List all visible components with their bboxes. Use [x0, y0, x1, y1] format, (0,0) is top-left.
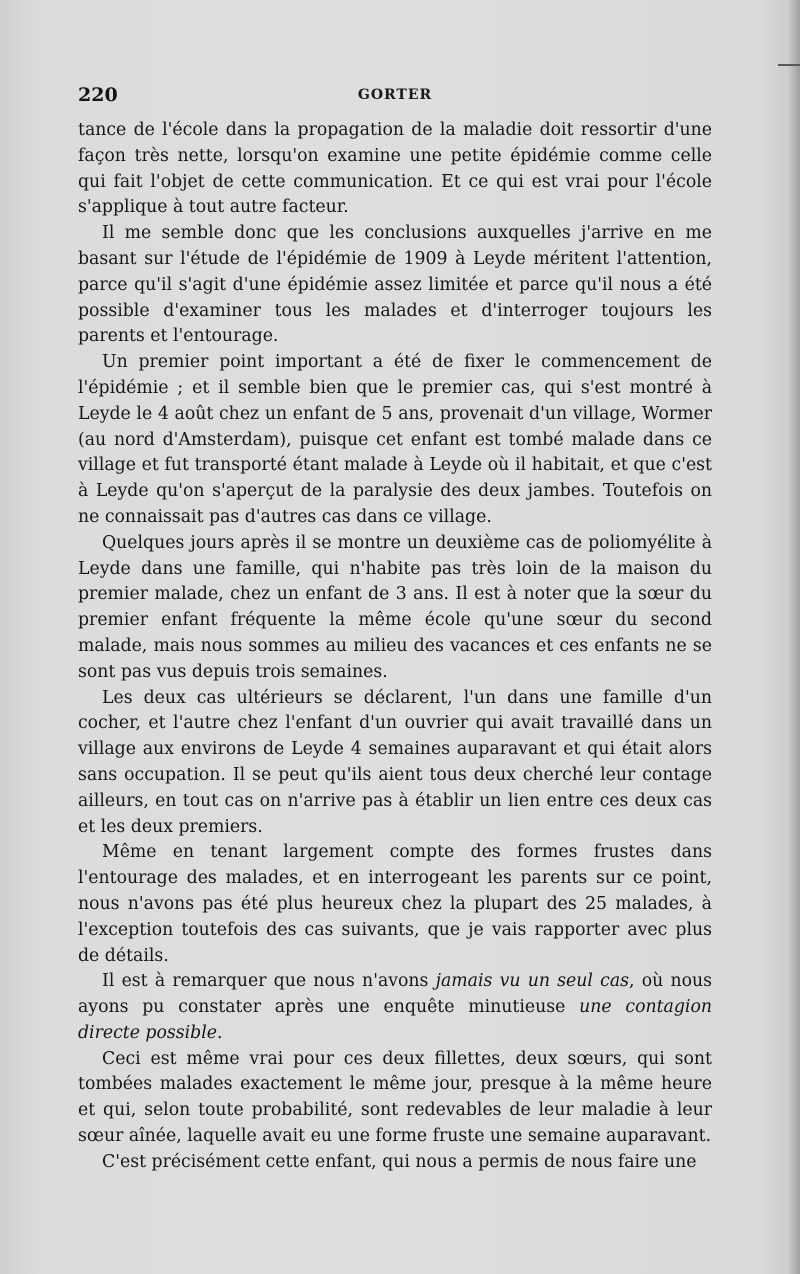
page-edge-shadow — [788, 0, 800, 1274]
paragraph-1: tance de l'école dans la propagation de la maladie doit ressortir d'une façon très nette, lorsqu'on examine une petite épidémie comme celle qui fait l'objet de cette communication. Et ce qui est vrai pour l'école s'applique à tout autre facteur. — [78, 120, 712, 218]
paragraph-7-emphasis-a: jamais vu un seul cas — [435, 971, 629, 992]
paragraph-5: Les deux cas ultérieurs se déclarent, l'un dans une famille d'un cocher, et l'autre chez l'enfant d'un ouvrier qui avait travaillé dans un village aux environs de Leyde 4 semaines auparavant et qui était alors sans occupation. Il se peut qu'ils aient tous deux cherché leur contage ailleurs, en tout cas on n'arrive pas à établir un lien entre ces deux cas et les deux premiers. — [78, 687, 712, 837]
paragraph-4: Quelques jours après il se montre un deuxième cas de poliomyélite à Leyde dans une famille, qui n'habite pas très loin de la maison du premier malade, chez un enfant de 3 ans. Il est à noter que la sœur du premier enfant fréquente la même école qu'une sœur du second malade, mais nous sommes au milieu des vacances et ces enfants ne se sont pas vus depuis trois semaines. — [78, 532, 712, 682]
paragraph-7-text-b: , où nous ayons pu constater après une enquête minutieuse — [78, 971, 712, 1018]
running-head: GORTER — [357, 87, 433, 103]
page-number: 220 — [78, 84, 118, 106]
paragraph-7-text-a: Il est à remarquer que nous n'avons — [102, 971, 436, 992]
paragraph-7-text-c: . — [216, 1022, 223, 1043]
paragraph-9: C'est précisément cette enfant, qui nous a permis de nous faire une — [102, 1151, 697, 1172]
page-header — [78, 84, 712, 112]
paragraph-2: Il me semble donc que les conclusions auxquelles j'arrive en me basant sur l'étude de l'épidémie de 1909 à Leyde méritent l'attention, parce qu'il s'agit d'une épidémie assez limitée et parce qu'il nous a été possible d'examiner tous les malades et d'interroger toujours les parents et l'entourage. — [78, 223, 712, 347]
paragraph-6: Même en tenant largement compte des formes frustes dans l'entourage des malades, et en interrogeant les parents sur ce point, nous n'avons pas été plus heureux chez la plupart des 25 malades, à l'exception toutefois des cas suivants, que je vais rapporter avec plus de détails. — [78, 842, 712, 966]
paragraph-3: Un premier point important a été de fixer le commencement de l'épidémie ; et il semble bien que le premier cas, qui s'est montré à Leyde le 4 août chez un enfant de 5 ans, provenait d'un village, Wormer (au nord d'Amsterdam), puisque cet enfant est tombé malade dans ce village et fut transporté étant malade à Leyde où il habitait, et que c'est à Leyde qu'on s'aperçut de la paralysie des deux jambes. Toutefois on ne connaissait pas d'autres cas dans ce village. — [78, 352, 712, 527]
margin-mark — [778, 64, 800, 66]
paragraph-8: Ceci est même vrai pour ces deux fillettes, deux sœurs, qui sont tombées malades exactement le même jour, presque à la même heure et qui, selon toute probabilité, sont redevables de leur maladie à leur sœur aînée, laquelle avait eu une forme fruste une semaine auparavant. — [78, 1048, 712, 1147]
paragraph-7 — [78, 969, 712, 1046]
body-text — [78, 118, 712, 1176]
paragraph-7-emphasis-b: une contagion directe possible — [78, 997, 712, 1043]
